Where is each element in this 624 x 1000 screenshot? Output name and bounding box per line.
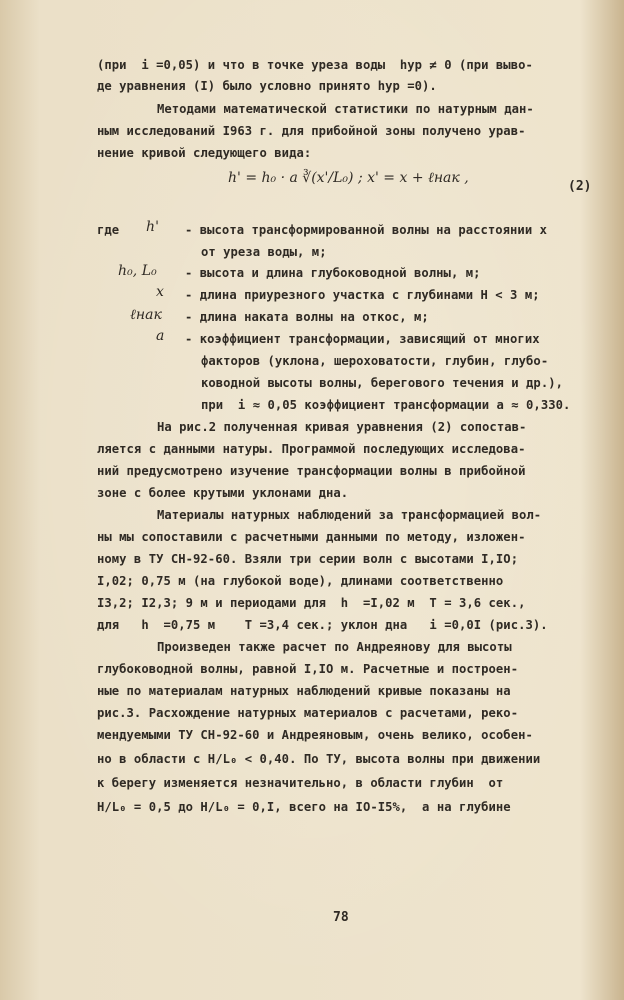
- text-line: ляется с данными натуры. Программой последующих исследова-: [97, 442, 526, 456]
- text-line: но в области с H/L₀ < 0,40. По ТУ, высота волны при движении: [97, 752, 541, 766]
- text-line: Материалы натурных наблюдений за трансформацией вол-: [157, 508, 542, 522]
- where-label: где: [97, 223, 120, 237]
- definition-text: - длина приурезного участка с глубинами H < 3 м;: [185, 288, 540, 302]
- text-line: ному в ТУ СН-92-60. Взяли три серии волн с высотами I,IO;: [97, 552, 519, 566]
- text-line: де уравнения (I) было условно принято hур =0).: [97, 79, 437, 93]
- page-number: 78: [333, 910, 349, 925]
- text-line: (при i =0,05) и что в точке уреза воды hур ≠ 0 (при выво-: [97, 58, 533, 72]
- text-line: ным исследований I963 г. для прибойной зоны получено урав-: [97, 124, 526, 138]
- definition-text: при i ≈ 0,05 коэффициент трансформации a ≈ 0,330.: [201, 398, 571, 412]
- definition-text: - коэффициент трансформации, зависящий от многих: [185, 332, 540, 346]
- definition-symbol: ℓнак: [130, 307, 162, 323]
- text-line: Методами математической статистики по натурным дан-: [157, 102, 534, 116]
- definition-text: - высота трансформированной волны на расстоянии x: [185, 223, 547, 237]
- definition-symbol: x: [156, 284, 164, 300]
- text-line: мендуемыми ТУ СН-92-60 и Андреяновым, очень велико, особен-: [97, 728, 533, 742]
- definition-text: - длина наката волны на откос, м;: [185, 310, 429, 324]
- text-line: рис.3. Расхождение натурных материалов с расчетами, реко-: [97, 706, 519, 720]
- text-line: Произведен также расчет по Андреянову для высоты: [157, 640, 512, 654]
- definition-text: - высота и длина глубоководной волны, м;: [185, 266, 481, 280]
- formula: h' = h₀ · a ∛(x'/L₀) ; x' = x + ℓнак ,: [228, 170, 469, 186]
- text-line: H/L₀ = 0,5 до H/L₀ = 0,I, всего на IO-I5%, а на глубине: [97, 800, 511, 814]
- text-line: I3,2; I2,3; 9 м и периодами для h =I,02 м T = 3,6 сек.,: [97, 596, 526, 610]
- text-line: зоне с более крутыми уклонами дна.: [97, 486, 349, 500]
- equation-number: (2): [568, 179, 592, 194]
- text-line: нение кривой следующего вида:: [97, 146, 312, 160]
- text-line: для h =0,75 м T =3,4 сек.; уклон дна i =0,0I (рис.3).: [97, 618, 548, 632]
- definition-symbol: a: [156, 328, 165, 344]
- text-line: I,02; 0,75 м (на глубокой воде), длинами соответственно: [97, 574, 504, 588]
- definition-symbol: h₀, L₀: [118, 263, 157, 279]
- definition-symbol: h': [146, 219, 159, 235]
- text-line: глубоководной волны, равной I,IO м. Расчетные и построен-: [97, 662, 519, 676]
- text-line: ные по материалам натурных наблюдений кривые показаны на: [97, 684, 511, 698]
- definition-text: факторов (уклона, шероховатости, глубин, глубо-: [201, 354, 549, 368]
- text-line: к берегу изменяется незначительно, в области глубин от: [97, 776, 504, 790]
- text-line: ны мы сопоставили с расчетными данными по методу, изложен-: [97, 530, 526, 544]
- text-line: ний предусмотрено изучение трансформации волны в прибойной: [97, 464, 526, 478]
- definition-text: ководной высоты волны, берегового течения и др.),: [201, 376, 563, 390]
- text-line: На рис.2 полученная кривая уравнения (2) сопостав-: [157, 420, 527, 434]
- definition-text: от уреза воды, м;: [201, 245, 327, 259]
